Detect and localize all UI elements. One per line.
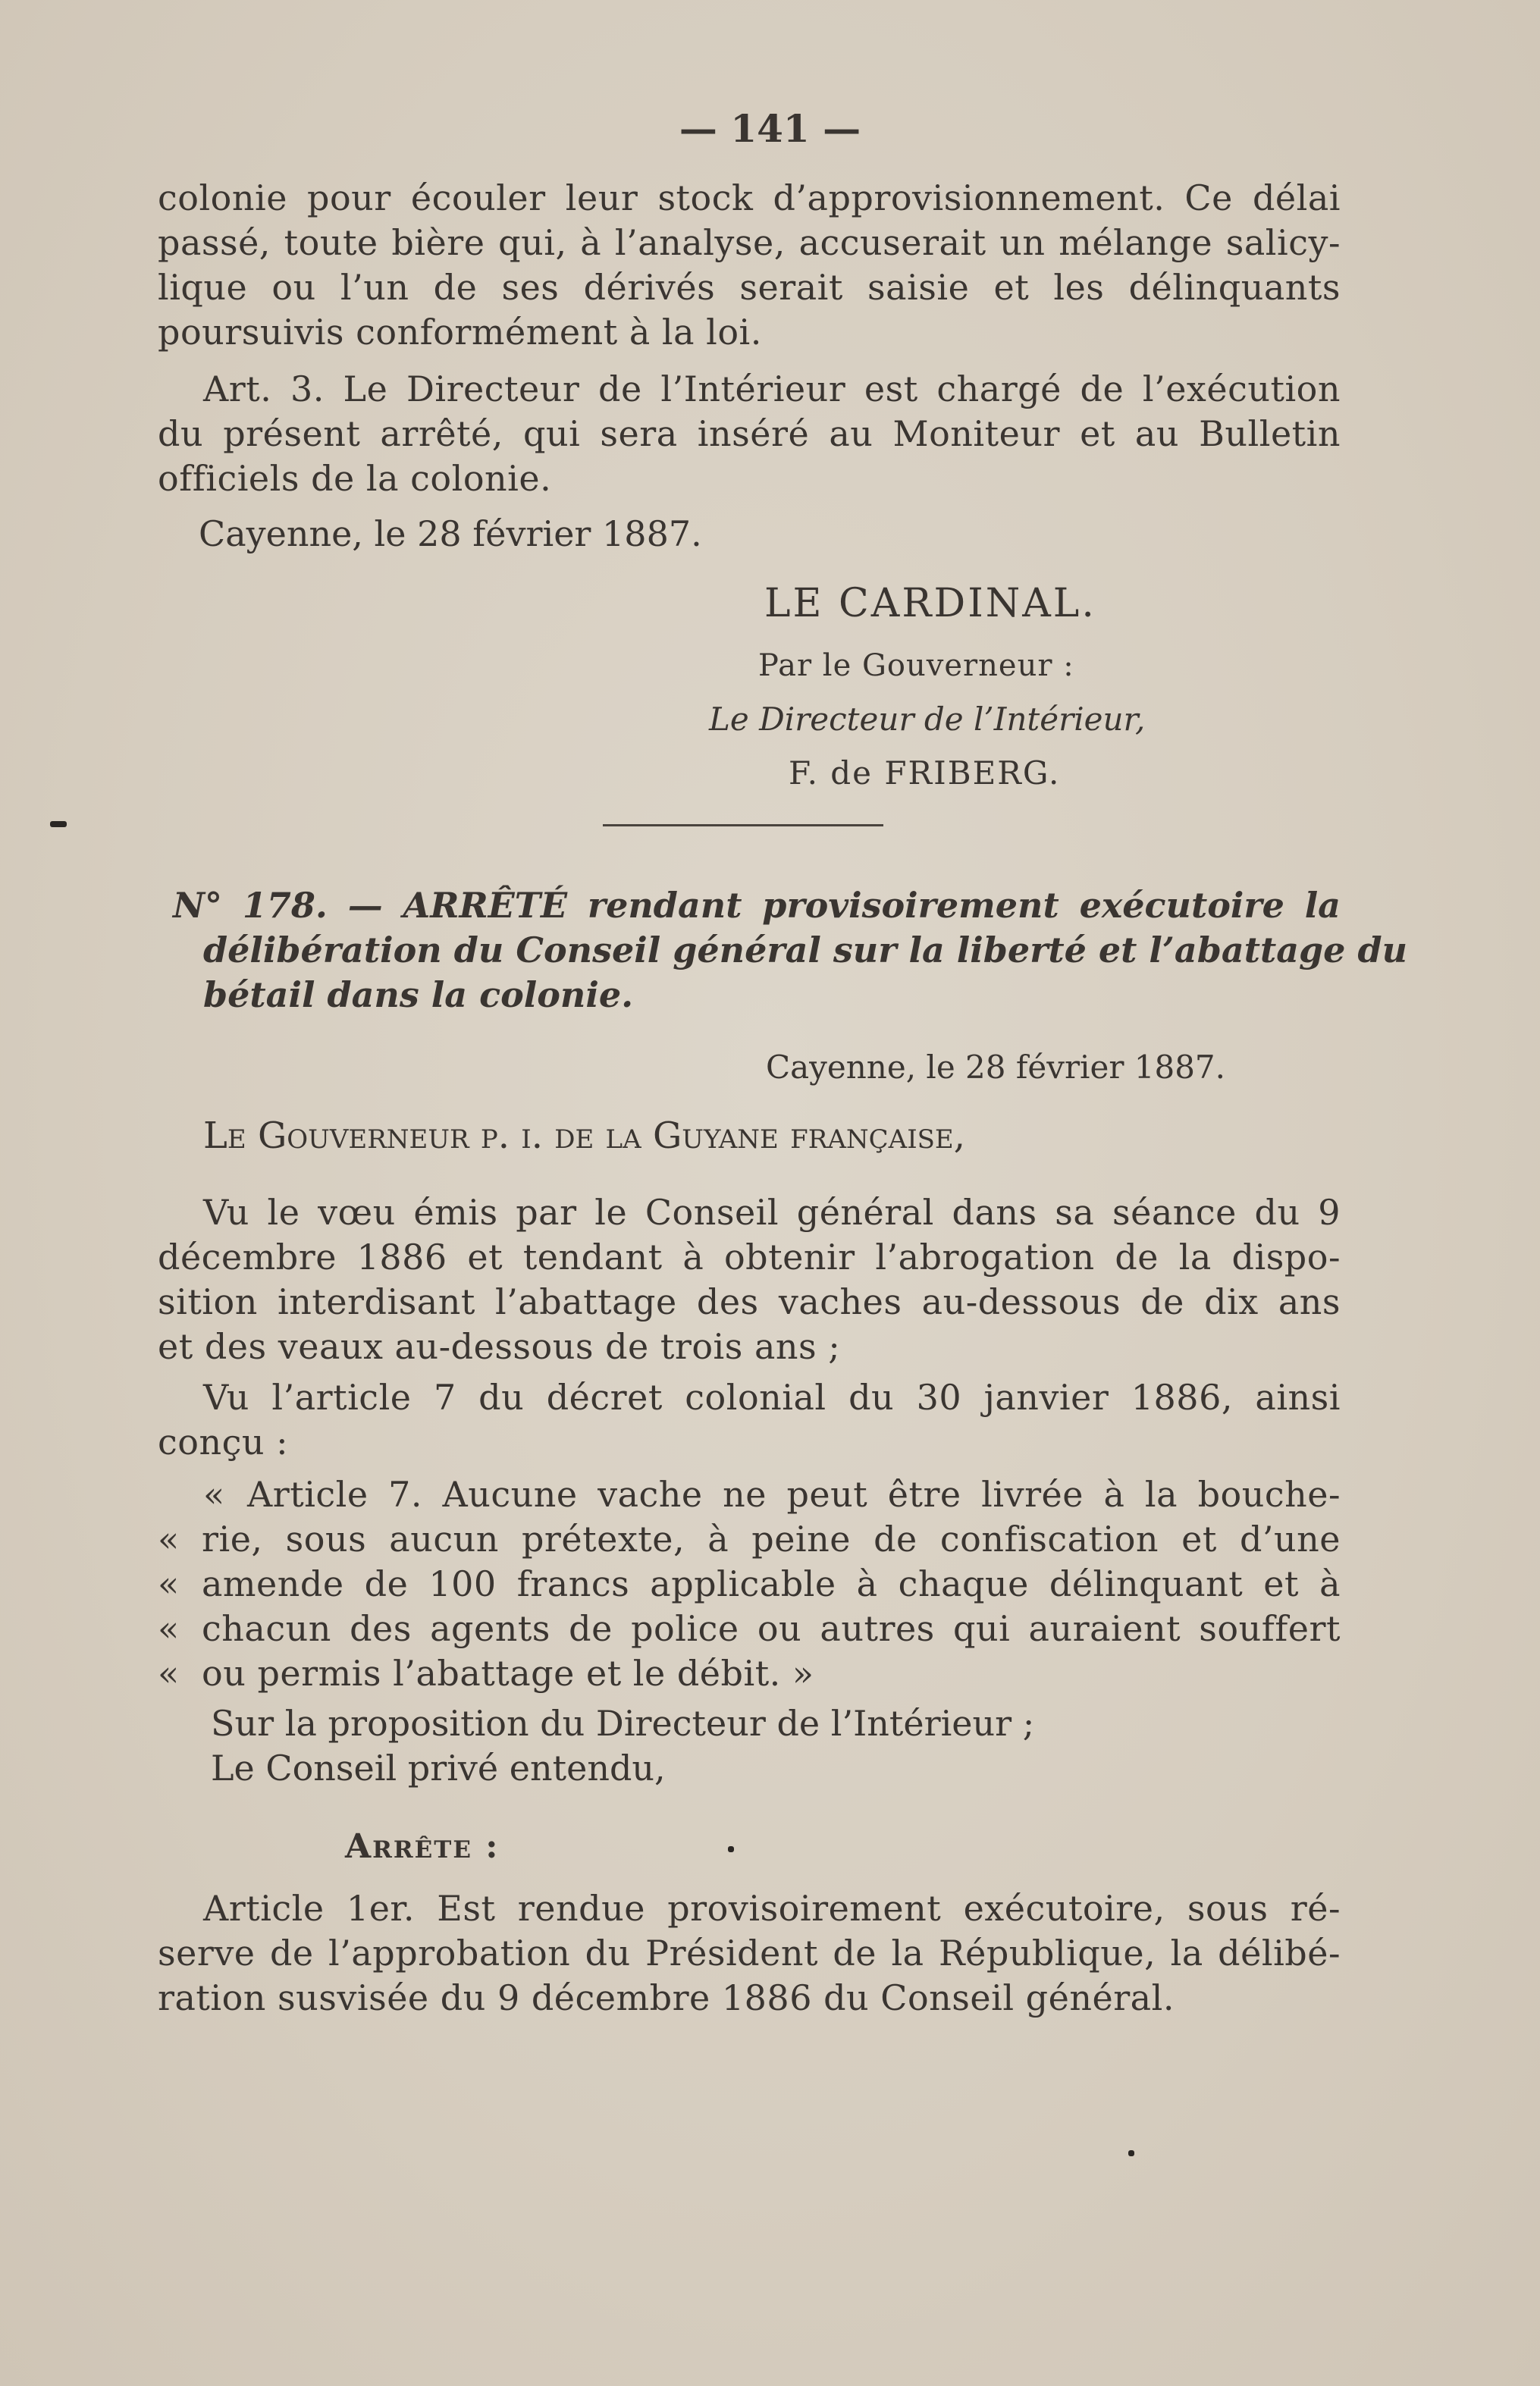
par-le-gouverneur: Par le Gouverneur : xyxy=(758,648,1074,683)
section-divider xyxy=(603,824,883,826)
decree-date: Cayenne, le 28 février 1887. xyxy=(766,1049,1226,1086)
vu-line: Vu le vœu émis par le Conseil général dans sa séance du 9 xyxy=(203,1192,1341,1233)
vu-line: et des veaux au-dessous de trois ans ; xyxy=(158,1326,841,1367)
art3-line: du présent arrêté, qui sera inséré au Moniteur et au Bulletin xyxy=(158,413,1341,454)
quote-mark: « xyxy=(158,1653,180,1694)
decree-heading-line: bétail dans la colonie. xyxy=(203,974,634,1015)
quote-line xyxy=(158,1517,1341,1561)
quote-text: amende de 100 francs applicable à chaque délinquant et à xyxy=(202,1563,1341,1604)
quote-mark: « xyxy=(158,1519,180,1560)
conseil-prive-line: Le Conseil privé entendu, xyxy=(211,1748,666,1789)
decree-heading-line: N° 178. — ARRÊTÉ rendant provisoirement exécutoire la xyxy=(173,885,1341,926)
art3-line: Art. 3. Le Directeur de l’Intérieur est chargé de l’exécution xyxy=(203,368,1341,409)
decree-heading-line: délibération du Conseil général sur la liberté et l’abattage du xyxy=(203,930,1408,970)
vu-article-line: Vu l’article 7 du décret colonial du 30 janvier 1886, ainsi xyxy=(203,1377,1341,1418)
quote-text: Article 7. Aucune vache ne peut être livrée à la bouche- xyxy=(247,1474,1341,1515)
sur-proposition-line: Sur la proposition du Directeur de l’Intérieur ; xyxy=(211,1703,1035,1744)
quote-mark: « xyxy=(158,1608,180,1649)
quote-line xyxy=(158,1651,1341,1695)
vu-article-line: conçu : xyxy=(158,1422,289,1463)
governor-line: Le Gouverneur p. i. de la Guyane française, xyxy=(203,1115,965,1157)
ink-speck xyxy=(50,821,67,827)
intro-line: poursuivis conformément à la loi. xyxy=(158,312,762,353)
page-number: — 141 — xyxy=(679,106,861,151)
vu-line: décembre 1886 et tendant à obtenir l’abrogation de la dispo- xyxy=(158,1237,1341,1278)
intro-line: passé, toute bière qui, à l’analyse, accuserait un mélange salicy- xyxy=(158,222,1341,263)
article1-line: Article 1er. Est rendue provisoirement exécutoire, sous ré- xyxy=(203,1888,1341,1929)
date-line: Cayenne, le 28 février 1887. xyxy=(199,513,702,554)
quote-mark: « xyxy=(203,1474,225,1515)
article1-line: serve de l’approbation du Président de la République, la délibé- xyxy=(158,1933,1341,1974)
quote-line xyxy=(158,1607,1341,1651)
arrete-label: Arrête : xyxy=(345,1827,500,1866)
quote-line xyxy=(158,1562,1341,1606)
art3-line: officiels de la colonie. xyxy=(158,458,552,499)
quote-text: chacun des agents de police ou autres qui auraient souffert xyxy=(202,1608,1341,1649)
ink-speck xyxy=(728,1846,734,1852)
quote-mark: « xyxy=(158,1563,180,1604)
quote-line xyxy=(203,1472,1341,1516)
intro-line: lique ou l’un de ses dérivés serait saisie et les délinquants xyxy=(158,267,1341,308)
signature-name: LE CARDINAL. xyxy=(764,581,1096,626)
quote-text: rie, sous aucun prétexte, à peine de confiscation et d’une xyxy=(202,1519,1341,1560)
vu-line: sition interdisant l’abattage des vaches au-dessous de dix ans xyxy=(158,1281,1341,1322)
article1-line: ration susvisée du 9 décembre 1886 du Conseil général. xyxy=(158,1977,1175,2018)
ink-speck xyxy=(1128,2150,1134,2156)
quote-text: ou permis l’abattage et le débit. » xyxy=(202,1653,814,1694)
signature-title: Le Directeur de l’Intérieur, xyxy=(709,701,1146,738)
intro-line: colonie pour écouler leur stock d’approvisionnement. Ce délai xyxy=(158,177,1341,218)
signature-signer: F. de FRIBERG. xyxy=(789,754,1061,792)
